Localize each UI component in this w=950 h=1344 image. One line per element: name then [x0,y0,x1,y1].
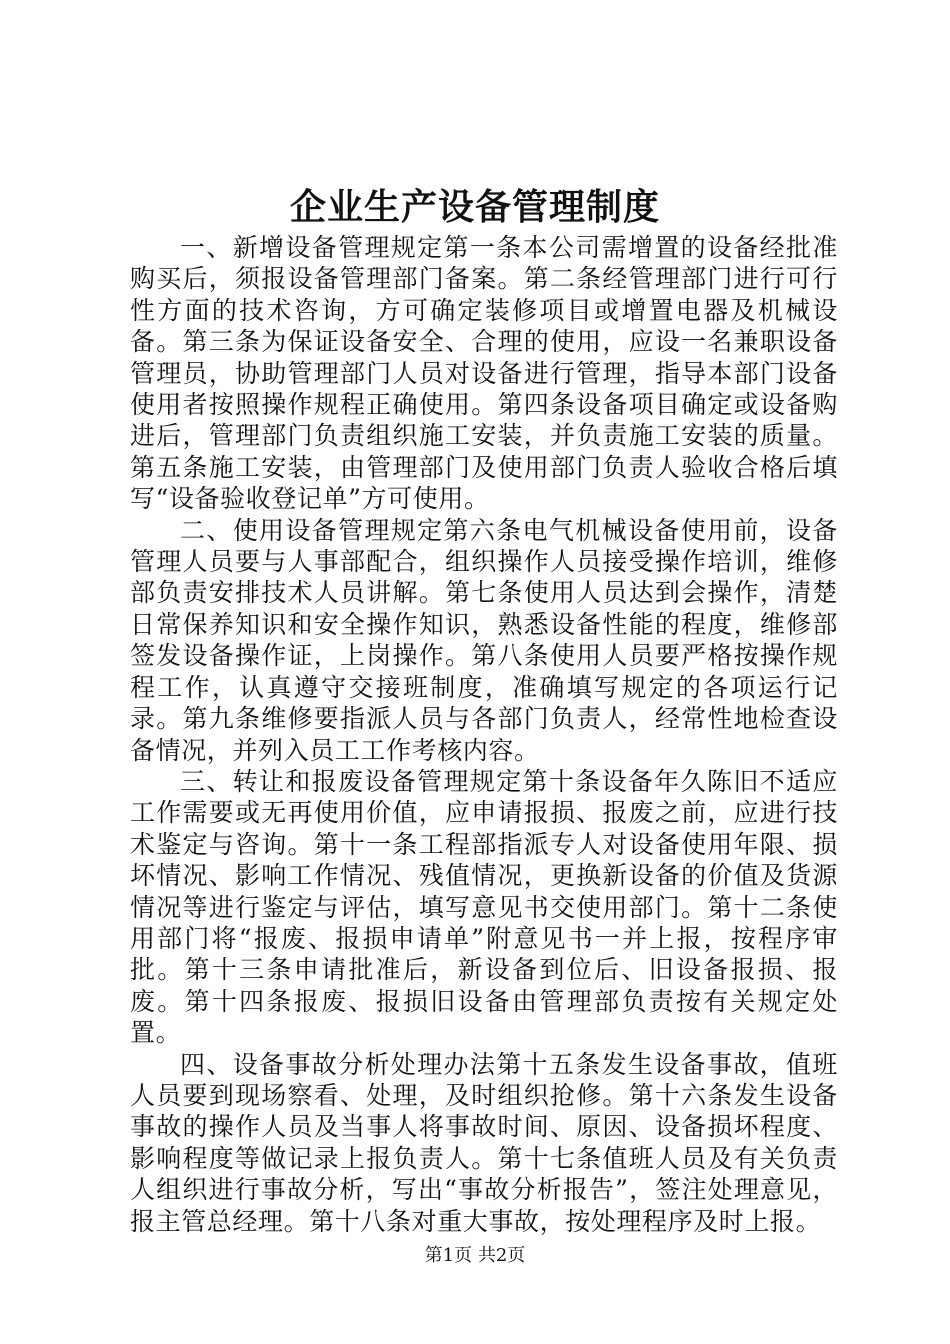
paragraph-section-4: 四、设备事故分析处理办法第十五条发生设备事故，值班人员要到现场察看、处理，及时组织抢修。第十六条发生设备事故的操作人员及当事人将事故时间、原因、设备损坏程度、影响程度等做记录上报负责人。第十七条值班人员及有关负责人组织进行事故分析，写出“事故分析报告”，签注处理意见，报主管总经理。第十八条对重大事故，按处理程序及时上报。 [130,1049,838,1236]
paragraph-section-1: 一、新增设备管理规定第一条本公司需增置的设备经批准购买后，须报设备管理部门备案。第二条经管理部门进行可行性方面的技术咨询，方可确定装修项目或增置电器及机械设备。第三条为保证设备安全、合理的使用，应设一名兼职设备管理员，协助管理部门人员对设备进行管理，指导本部门设备使用者按照操作规程正确使用。第四条设备项目确定或设备购进后，管理部门负责组织施工安装，并负责施工安装的质量。第五条施工安装，由管理部门及使用部门负责人验收合格后填写“设备验收登记单”方可使用。 [130,233,838,514]
page-number-footer: 第1页 共2页 [424,1245,526,1266]
paragraph-section-2: 二、使用设备管理规定第六条电气机械设备使用前，设备管理人员要与人事部配合，组织操作人员接受操作培训，维修部负责安排技术人员讲解。第七条使用人员达到会操作，清楚日常保养知识和安全操作知识，熟悉设备性能的程度，维修部签发设备操作证，上岗操作。第八条使用人员要严格按操作规程工作，认真遵守交接班制度，准确填写规定的各项运行记录。第九条维修要指派人员与各部门负责人，经常性地检查设备情况，并列入员工工作考核内容。 [130,515,838,765]
document-body [130,232,838,1237]
document-title: 企业生产设备管理制度 [289,186,660,228]
paragraph-section-3: 三、转让和报废设备管理规定第十条设备年久陈旧不适应工作需要或无再使用价值，应申请报损、报废之前，应进行技术鉴定与咨询。第十一条工程部指派专人对设备使用年限、损坏情况、影响工作情况、残值情况，更换新设备的价值及货源情况等进行鉴定与评估，填写意见书交使用部门。第十二条使用部门将“报废、报损申请单”附意见书一并上报，按程序审批。第十三条申请批准后，新设备到位后、旧设备报损、报废。第十四条报废、报损旧设备由管理部负责按有关规定处置。 [130,766,838,1048]
